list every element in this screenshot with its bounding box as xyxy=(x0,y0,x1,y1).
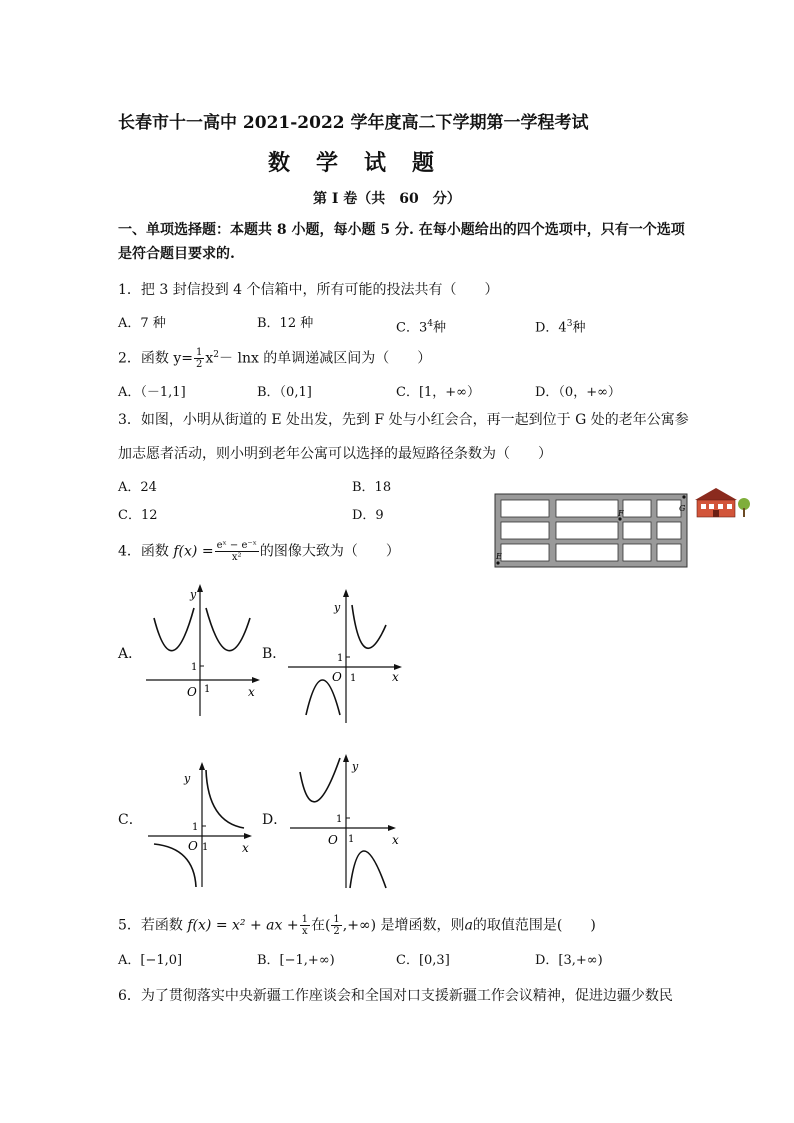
q2-option-b: B．（0,1] xyxy=(257,385,312,400)
tick-1-y: 1 xyxy=(337,653,344,664)
q4-fraction: $\frac{\text{eˣ − e⁻ˣ}}{\text{x²}}$ xyxy=(216,540,257,563)
q3-option-d: D．9 xyxy=(352,508,384,523)
label-f: F xyxy=(618,509,624,518)
q5-fraction-2: $\frac{1}{2}$ xyxy=(333,914,340,937)
section-heading-line1: 一、单项选择题：本题共 8 小题，每小题 5 分. 在每小题给出的四个选项中，只有一个选项 xyxy=(118,222,685,238)
curve-right xyxy=(206,608,250,651)
q4-graph-c xyxy=(144,752,264,892)
q4-option-a-label: A． xyxy=(118,646,143,662)
curve-right xyxy=(350,851,386,888)
senior-apartment-icon xyxy=(695,488,750,517)
x-label: x xyxy=(392,670,399,684)
y-label: y xyxy=(334,601,341,614)
point-e xyxy=(496,561,499,564)
q5-option-c: C．[0,3] xyxy=(396,953,450,968)
curve-left xyxy=(154,608,194,651)
y-label: y xyxy=(352,760,359,773)
subject-title: 数 学 试 题 xyxy=(268,150,437,176)
q2-option-a: A．（－1,1] xyxy=(118,385,186,400)
q6-stem-line1: 6．为了贯彻落实中央新疆工作座谈会和全国对口支援新疆工作会议精神，促进边疆少数民 xyxy=(118,988,673,1004)
curve-left xyxy=(306,680,340,715)
origin-label: O xyxy=(188,839,198,853)
q4-graph-d xyxy=(286,748,406,893)
q4-graph-b xyxy=(286,585,406,725)
tick-1-x: 1 xyxy=(350,673,357,684)
q2-stem: 2．函数 y= $\frac{1}{2}$ $x^2- \ln x$ 的单调递减区间为（ ） xyxy=(118,347,432,371)
q4-option-d-label: D． xyxy=(262,812,288,828)
q5-stem: 5．若函数 f(x) = x² + ax + $\frac{1}{x}$ 在( $\frac{1}{2}$ ,+∞) 是增函数，则a的取值范围是( ) xyxy=(118,914,596,937)
street-grid-figure xyxy=(494,486,752,570)
q1-stem: 1．把 3 封信投到 4 个信箱中，所有可能的投法共有（ ） xyxy=(118,282,499,298)
q5-option-a: A．[−1,0] xyxy=(118,953,183,968)
q4-option-b-label: B． xyxy=(262,646,287,662)
q3-option-c: C．12 xyxy=(118,508,158,523)
q4-stem: 4．函数 f(x) = $\frac{\text{eˣ − e⁻ˣ}}{\text{x²}}$ 的图像大致为（ ） xyxy=(118,540,400,563)
q1-option-c: C．$3^4$种 xyxy=(396,319,446,336)
origin-label: O xyxy=(332,670,342,684)
y-label: y xyxy=(184,772,191,785)
curve-left xyxy=(300,758,340,802)
q5-option-d: D．[3,+∞) xyxy=(535,953,603,968)
q3-stem-line1: 3．如图，小明从街道的 E 处出发，先到 F 处与小红会合，再一起到位于 G 处的老年公寓参 xyxy=(118,412,689,428)
q4-graph-a xyxy=(144,578,264,718)
q3-option-b: B．18 xyxy=(352,480,392,495)
q5-option-b: B．[−1,+∞) xyxy=(257,953,335,968)
curve-right xyxy=(206,770,244,828)
q2-option-d: D．（0，+∞） xyxy=(535,385,621,400)
volume-title: 第 I 卷（共 60 分） xyxy=(313,191,461,207)
tick-1-y: 1 xyxy=(191,662,198,673)
label-e: E xyxy=(496,552,502,561)
origin-label: O xyxy=(328,833,338,847)
q1-option-a: A．7 种 xyxy=(118,316,166,331)
curve-right xyxy=(352,605,386,648)
origin-label: O xyxy=(187,685,197,699)
q5-fraction-1: $\frac{1}{x}$ xyxy=(301,914,308,937)
point-g xyxy=(682,495,685,498)
tick-1-y: 1 xyxy=(192,822,199,833)
label-g: G xyxy=(679,504,686,513)
y-label: y xyxy=(190,588,197,601)
tick-1-x: 1 xyxy=(202,842,209,853)
q4-option-c-label: C． xyxy=(118,812,143,828)
tick-1-x: 1 xyxy=(204,684,211,695)
section-heading-line2: 是符合题目要求的. xyxy=(118,246,235,262)
q2-fraction: $\frac{1}{2}$ xyxy=(196,347,203,371)
x-label: x xyxy=(242,841,249,855)
q1-option-d: D．$4^3$种 xyxy=(535,319,586,336)
q2-option-c: C．[1，+∞） xyxy=(396,385,481,400)
q3-stem-line2: 加志愿者活动，则小明到老年公寓可以选择的最短路径条数为（ ） xyxy=(118,446,552,462)
x-label: x xyxy=(392,833,399,847)
tick-1-y: 1 xyxy=(336,814,343,825)
q3-option-a: A．24 xyxy=(118,480,157,495)
tick-1-x: 1 xyxy=(348,834,355,845)
q1-option-b: B．12 种 xyxy=(257,316,314,331)
exam-title: 长春市十一高中 2021-2022 学年度高二下学期第一学程考试 xyxy=(118,113,589,133)
x-label: x xyxy=(248,685,255,699)
